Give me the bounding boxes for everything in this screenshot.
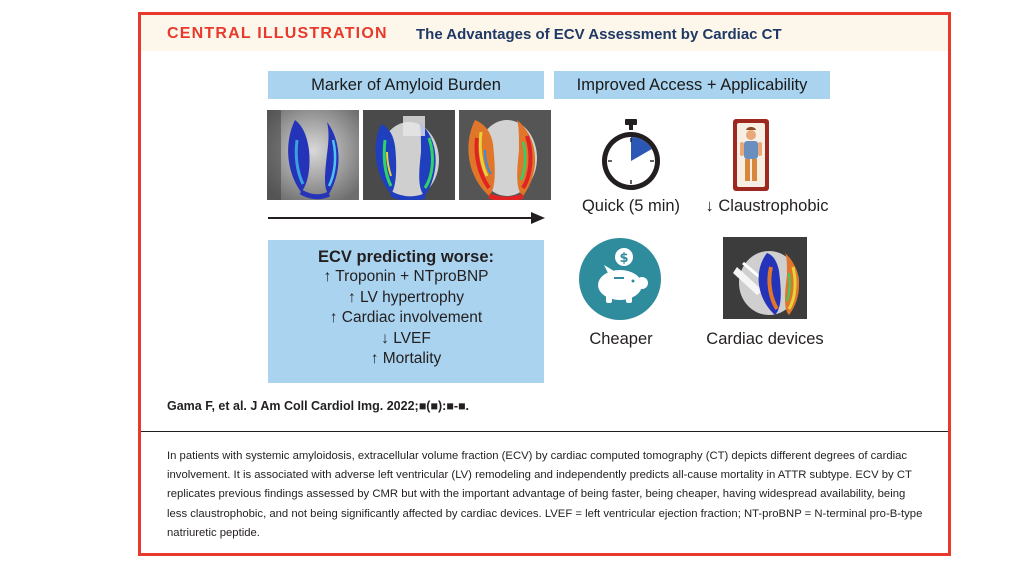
ct-device-image	[723, 237, 807, 319]
piggy-bank-icon	[578, 237, 662, 321]
ct-scan-mid-ecv-image	[363, 110, 455, 200]
right-panel-title: Improved Access + Applicability	[554, 71, 830, 99]
person-in-scanner-icon	[733, 119, 769, 191]
ct-scan-high-ecv-image	[459, 110, 551, 200]
citation: Gama F, et al. J Am Coll Cardiol Img. 2022;■(■):■-■.	[167, 399, 470, 413]
quick-label: Quick (5 min)	[581, 197, 681, 215]
progression-arrow-head	[531, 212, 545, 224]
ecv-heading: ECV predicting worse:	[317, 248, 495, 266]
ecv-prediction-box	[268, 240, 544, 383]
caption-divider	[141, 431, 948, 432]
svg-text:$: $	[619, 251, 629, 266]
header-bar	[141, 15, 948, 51]
left-panel-title: Marker of Amyloid Burden	[268, 71, 544, 99]
cheaper-label: Cheaper	[589, 330, 653, 348]
ct-scan-low-ecv-image	[267, 110, 359, 200]
ecv-item-lv-hypertrophy: ↑ LV hypertrophy	[347, 288, 465, 306]
stopwatch-icon	[595, 117, 667, 193]
ecv-item-cardiac-involvement: ↑ Cardiac involvement	[329, 309, 483, 326]
figure-caption: In patients with systemic amyloidosis, extracellular volume fraction (ECV) by cardiac computed tomography (CT) depicts different degrees of cardiac involvement. It is associated with adverse left ventricular (LV) remodeling and independently predicts all-cause mortality in ATTR subtype. ECV by CT replicates previous findings assessed by CMR but with the important advantage of being faster, being cheaper, having widespread availability, being less claustrophobic, and not being significantly affected by cardiac devices. LVEF = left ventricular ejection fraction; NT-proBNP = N-terminal pro-B-type natriuretic peptide.	[167, 450, 923, 539]
claustrophobic-label: ↓ Claustrophobic	[705, 197, 829, 215]
central-illustration-frame	[138, 12, 951, 556]
ecv-item-troponin: ↑ Troponin + NTproBNP	[323, 268, 489, 285]
ecv-item-lvef: ↓ LVEF	[381, 329, 431, 347]
ecv-item-mortality: ↑ Mortality	[370, 350, 442, 367]
header-label: CENTRAL ILLUSTRATION	[167, 25, 388, 42]
header-title: The Advantages of ECV Assessment by Cardiac CT	[416, 26, 782, 43]
cardiac-devices-label: Cardiac devices	[706, 330, 824, 348]
progression-arrow-line	[268, 217, 536, 219]
